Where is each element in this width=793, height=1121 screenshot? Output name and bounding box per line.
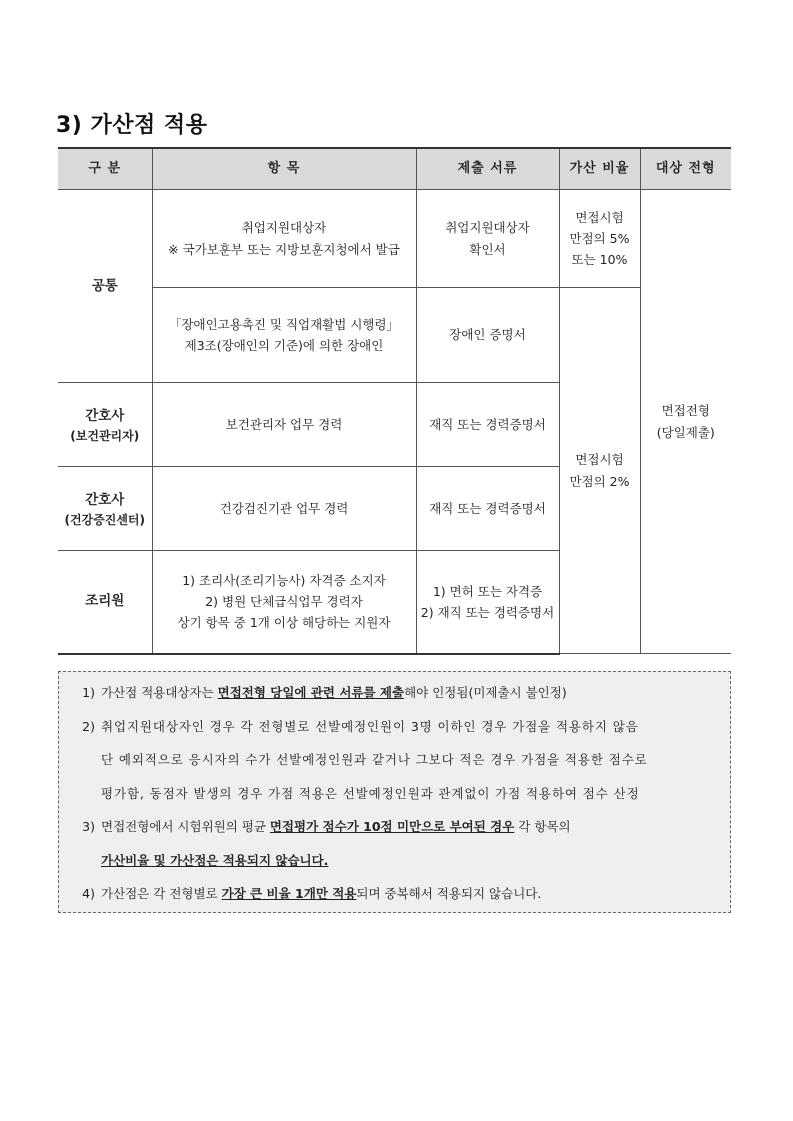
note-3-text-a: 면접전형에서 시험위원의 평균 [101,819,270,834]
category-nurse-health-sub: (보건관리자) [70,428,140,443]
note-3 [69,816,720,872]
category-common: 공통 [58,190,152,383]
category-cook: 조리원 [58,551,152,654]
note-1 [69,682,720,705]
category-nurse-center-sub: (건강증진센터) [64,512,146,527]
note-number: 3) [82,819,95,834]
note-1-text-c: 해야 인정됨(미제출시 불인정) [404,685,567,700]
note-2-line1: 취업지원대상자인 경우 각 전형별로 선발예정인원이 3명 이하인 경우 가점을 적용하지 않음 [101,718,639,734]
note-3-emphasis: 면접평가 점수가 10점 미만으로 부여된 경우 [269,819,515,834]
rate-veteran-line1: 면접시험 [575,209,624,225]
docs-veteran-line1: 취업지원대상자 [445,220,530,236]
header-rate: 가산 비율 [559,148,640,190]
category-nurse-health-title: 간호사 [85,407,125,424]
item-nurse-health: 보건관리자 업무 경력 [152,383,416,467]
category-nurse-health [58,383,152,467]
item-disabled-line1: 「장애인고용촉진 및 직업재활법 시행령」 [168,316,400,332]
rate-veteran-line2: 만점의 5% [569,230,630,246]
docs-nurse-center: 재직 또는 경력증명서 [416,467,559,551]
bonus-table [58,147,731,655]
note-2-line3: 평가함, 동점자 발생의 경우 가점 적용은 선발예정인원과 관계없이 가점 적용하여 점수 산정 [101,785,640,801]
item-veteran-note: ※ 국가보훈부 또는 지방보훈지청에서 발급 [168,241,400,257]
header-target: 대상 전형 [640,148,731,190]
docs-cook-line1: 1) 면허 또는 자격증 [432,583,543,599]
category-nurse-center-title: 간호사 [85,491,125,508]
rate2-line2: 만점의 2% [569,473,630,489]
docs-disabled: 장애인 증명서 [416,288,559,383]
item-disabled-line2: 제3조(장애인의 기준)에 의한 장애인 [184,338,384,353]
category-nurse-center [58,467,152,551]
item-veteran [152,190,416,288]
item-cook-line1: 1) 조리사(조리기능사) 자격증 소지자 [182,572,386,588]
note-4-text-c: 되며 중복해서 적용되지 않습니다. [356,886,542,901]
notes-box [58,671,731,913]
note-2 [69,716,720,806]
target-cell [640,190,731,654]
table-header-row [58,148,731,190]
note-number: 4) [82,886,95,901]
table-row [58,288,731,383]
target-line2: (당일제출) [656,424,715,440]
header-docs: 제출 서류 [416,148,559,190]
note-3-emphasis-2: 가산비율 및 가산점은 적용되지 않습니다. [101,852,329,868]
note-number: 1) [82,685,95,700]
item-nurse-center: 건강검진기관 업무 경력 [152,467,416,551]
note-1-emphasis: 면접전형 당일에 관련 서류를 제출 [217,685,405,700]
target-line1: 면접전형 [661,403,710,419]
docs-cook [416,551,559,654]
note-4 [69,883,720,906]
item-disabled [152,288,416,383]
docs-nurse-health: 재직 또는 경력증명서 [416,383,559,467]
section-title: 3) 가산점 적용 [56,113,208,138]
docs-veteran [416,190,559,288]
item-cook [152,551,416,654]
note-4-emphasis: 가장 큰 비율 1개만 적용 [221,886,357,901]
rate2-line1: 면접시험 [575,452,624,468]
note-4-text-a: 가산점은 각 전형별로 [101,886,222,901]
rate-veteran [559,190,640,288]
note-3-text-c: 각 항목의 [514,819,571,834]
item-veteran-title: 취업지원대상자 [241,220,327,236]
header-category: 구 분 [58,148,152,190]
note-1-text-a: 가산점 적용대상자는 [101,685,218,700]
item-cook-line3: 상기 항목 중 1개 이상 해당하는 지원자 [177,615,391,631]
header-item: 항 목 [152,148,416,190]
note-2-line2: 단 예외적으로 응시자의 수가 선발예정인원과 같거나 그보다 적은 경우 가점을 적용한 점수로 [101,752,648,767]
docs-veteran-line2: 확인서 [469,241,506,257]
rate-veteran-line3: 또는 10% [571,252,628,268]
rate-2-percent [559,288,640,654]
item-cook-line2: 2) 병원 단체급식업무 경력자 [205,594,363,610]
note-number: 2) [82,718,95,734]
docs-cook-line2: 2) 재직 또는 경력증명서 [420,604,555,620]
table-row [58,190,731,288]
